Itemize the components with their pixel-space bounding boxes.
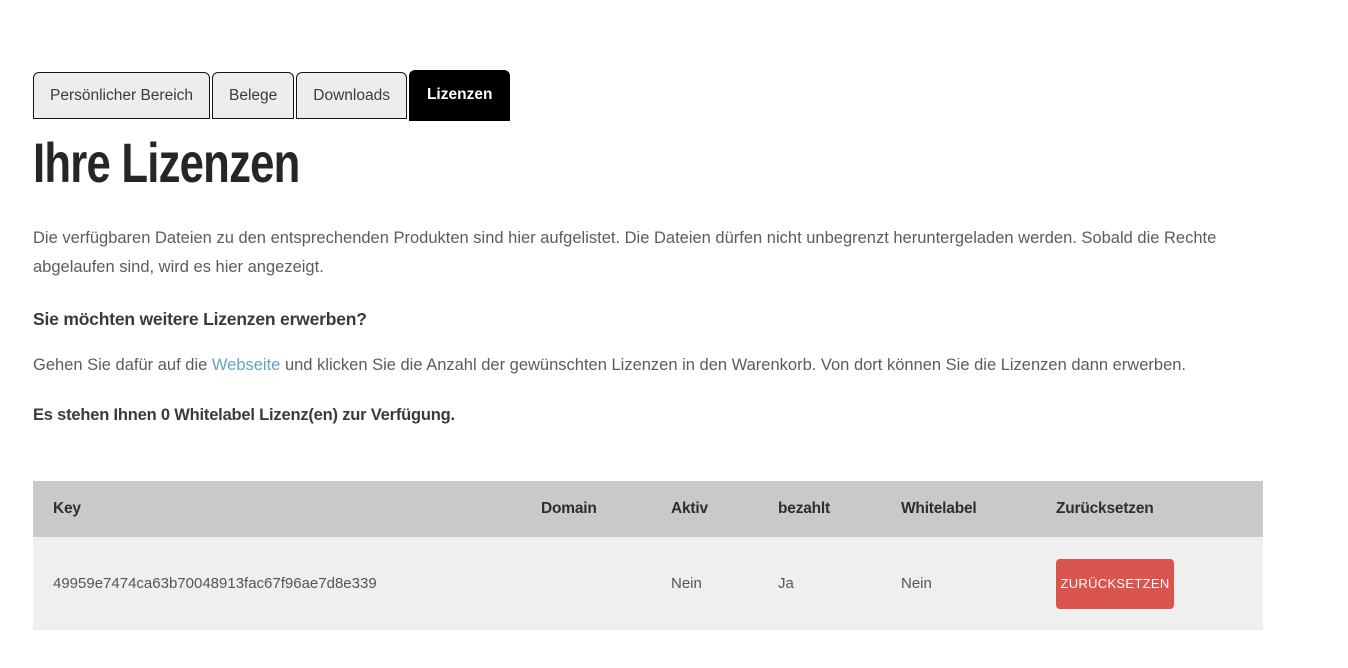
page-title-text: Ihre Lizenzen (33, 131, 300, 194)
link-paragraph-before: Gehen Sie dafür auf die (33, 356, 212, 374)
website-link-paragraph (33, 356, 1348, 375)
tab-downloads[interactable]: Downloads (296, 72, 407, 119)
license-whitelabel-cell: Nein (901, 575, 932, 592)
license-bezahlt-cell: Ja (778, 575, 794, 592)
column-header-key: Key (53, 500, 81, 517)
column-header-bezahlt: bezahlt (778, 500, 830, 517)
license-row (33, 537, 1263, 630)
licenses-table-header (33, 481, 1263, 537)
license-aktiv-cell: Nein (671, 575, 702, 592)
account-licenses-page (0, 68, 1348, 668)
link-paragraph-after: und klicken Sie die Anzahl der gewünschten Lizenzen in den Warenkorb. Von dort können Sie die Lizenzen dann erwerben. (280, 356, 1187, 374)
whitelabel-availability-text: Es stehen Ihnen 0 Whitelabel Lizenz(en) zur Verfügung. (33, 406, 455, 424)
column-header-zuruecksetzen: Zurücksetzen (1056, 500, 1154, 517)
column-header-aktiv: Aktiv (671, 500, 708, 517)
column-header-domain: Domain (541, 500, 597, 517)
license-key-cell: 49959e7474ca63b70048913fac67f96ae7d8e339 (53, 575, 377, 592)
license-reset-cell (1036, 537, 1263, 630)
license-domain-cell (521, 537, 651, 630)
tab-persoenlicher-bereich[interactable]: Persönlicher Bereich (33, 72, 210, 119)
licenses-table (33, 481, 1263, 630)
reset-license-button[interactable]: ZURÜCKSETZEN (1056, 559, 1174, 609)
tab-lizenzen[interactable]: Lizenzen (409, 70, 510, 121)
column-header-whitelabel: Whitelabel (901, 500, 977, 517)
page-title (33, 131, 1348, 194)
webseite-link[interactable]: Webseite (211, 356, 281, 374)
intro-paragraph: Die verfügbaren Dateien zu den entsprechenden Produkten sind hier aufgelistet. Die Dateien dürfen nicht unbegrenzt heruntergeladen werden. Sobald die Rechte abgelaufen sind, wird es hier angezeigt. (33, 229, 1217, 276)
account-tab-bar (33, 68, 1348, 119)
buy-more-licenses-heading: Sie möchten weitere Lizenzen erwerben? (33, 309, 367, 329)
tab-belege[interactable]: Belege (212, 72, 294, 119)
